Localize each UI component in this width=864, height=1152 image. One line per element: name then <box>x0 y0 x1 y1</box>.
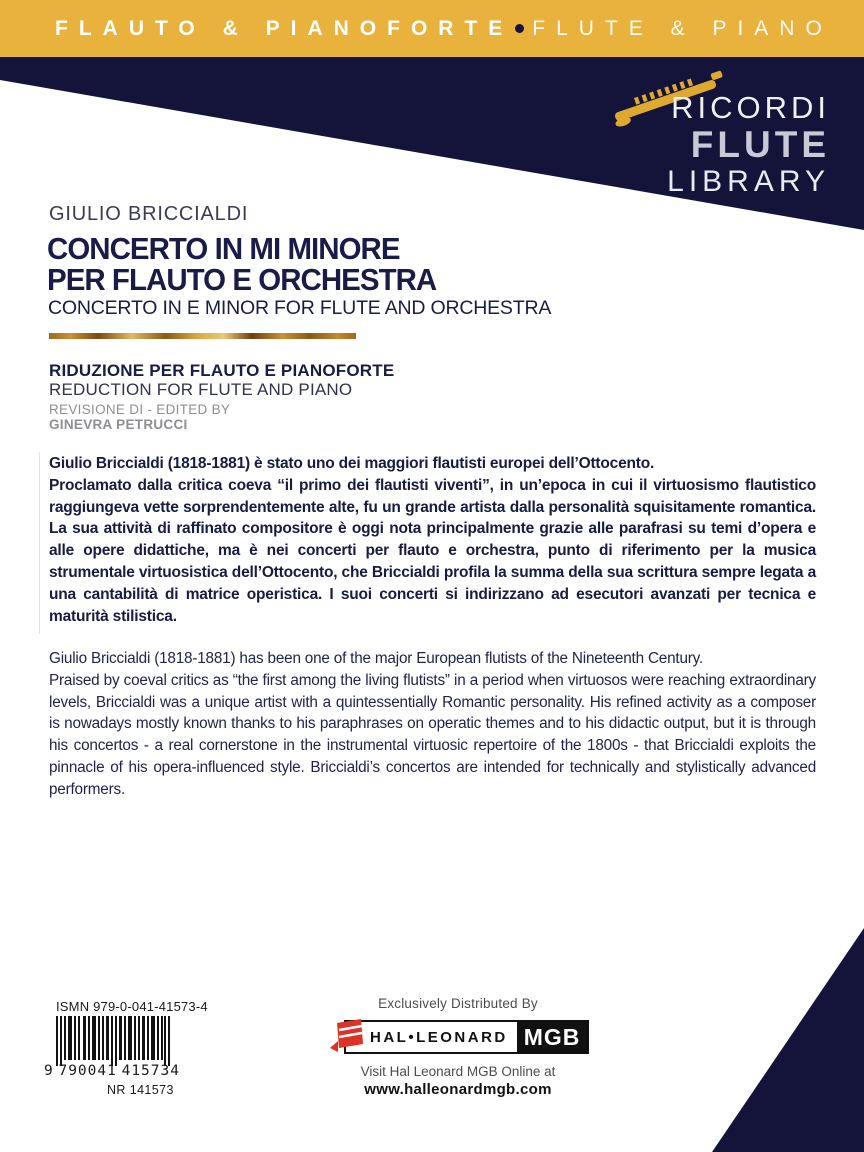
hal-leonard-logo-box <box>344 1020 589 1054</box>
distributor-visit-line: Visit Hal Leonard MGB Online at <box>360 1064 556 1079</box>
editor-label: REVISIONE DI - EDITED BY <box>49 402 231 417</box>
distributor-url: www.halleonardmgb.com <box>364 1081 552 1098</box>
distributor-block <box>332 996 584 1098</box>
title-line-1: CONCERTO IN MI MINORE <box>47 231 400 266</box>
brand-flute: FLUTE <box>690 124 830 165</box>
barcode-group-2: 415734 <box>121 1063 180 1079</box>
description-english-body: Praised by coeval critics as “the first among the living flutists” in a period when virtuosos were reaching extraordinary levels, Briccialdi was a unique artist with a quintessentially Romantic personality. His refined activity as a composer is nowadays mostly known thanks to his paraphrases on operatic themes and to his didactic output, but it is through his concertos - a real cornerstone in the instrumental virtuosic repertoire of the 1800s - that Briccialdi exploits the pinnacle of his opera-influenced style. Briccialdi’s concertos are intended for technically and stylistically advanced performers. <box>49 671 816 798</box>
distributor-heading: Exclusively Distributed By <box>378 996 538 1011</box>
ricordi-flute-library-logo <box>667 90 830 199</box>
work-title-english: CONCERTO IN E MINOR FOR FLUTE AND ORCHESTRA <box>48 297 552 319</box>
composer-name: GIULIO BRICCIALDI <box>49 203 249 225</box>
edition-english: REDUCTION FOR FLUTE AND PIANO <box>49 380 353 399</box>
brand-ricordi: RICORDI <box>671 90 830 125</box>
description-italian-lead: Giulio Briccialdi (1818-1881) è stato uno dei maggiori flautisti europei dell’Ottocento. <box>49 455 655 472</box>
description-italian-body: Proclamato dalla critica coeva “il primo dei flautisti viventi”, in un’epoca in cui il virtuosismo flautistico raggiungeva vette sorprendentemente alte, fu un grande artista dalla personalità squisitamente romantica. La sua attività di raffinato compositore è oggi nota principalmente grazie alle parafrasi su temi d’opera e alle opere didattiche, ma è nei concerti per flauto e orchestra, punto di riferimento per la musica strumentale virtuosistica dell’Ottocento, che Briccialdi profila la summa della sua scrittura sempre legata a una cantabilità di matrice operistica. I suoi concerti si indirizzano ad esecutori avanzati per tecnica e maturità stilistica. <box>49 476 816 625</box>
description-italian <box>49 453 816 627</box>
series-title-italian: FLAUTO & PIANOFORTE <box>55 16 514 40</box>
description-english <box>49 648 816 801</box>
barcode <box>56 1016 170 1068</box>
hal-leonard-emblem-icon <box>328 1016 366 1058</box>
hal-leonard-logo <box>332 1018 584 1056</box>
series-banner <box>0 0 864 57</box>
barcode-digits <box>44 1063 180 1079</box>
barcode-group-1: 790041 <box>58 1063 117 1079</box>
mgb-wordmark: MGB <box>517 1022 588 1052</box>
editor-name: GINEVRA PETRUCCI <box>49 417 188 432</box>
title-line-2: PER FLAUTO E ORCHESTRA <box>47 262 437 297</box>
series-title-english: FLUTE & PIANO <box>532 16 833 40</box>
ismn-number: ISMN 979-0-041-41573-4 <box>56 999 208 1014</box>
paragraph-left-rule <box>39 452 40 634</box>
brand-library: LIBRARY <box>667 165 830 198</box>
catalog-number: NR 141573 <box>107 1083 174 1097</box>
separator-dot-icon <box>515 24 524 33</box>
edition-italian: RIDUZIONE PER FLAUTO E PIANOFORTE <box>49 361 395 380</box>
decorative-gradient-rule <box>49 333 356 339</box>
corner-triangle <box>712 928 864 1152</box>
barcode-digit-lead: 9 <box>44 1063 54 1079</box>
hal-leonard-wordmark: HAL•LEONARD <box>346 1022 517 1052</box>
description-english-lead: Giulio Briccialdi (1818-1881) has been one of the major European flutists of the Nineteenth Century. <box>49 650 704 667</box>
work-title-italian <box>47 233 436 295</box>
